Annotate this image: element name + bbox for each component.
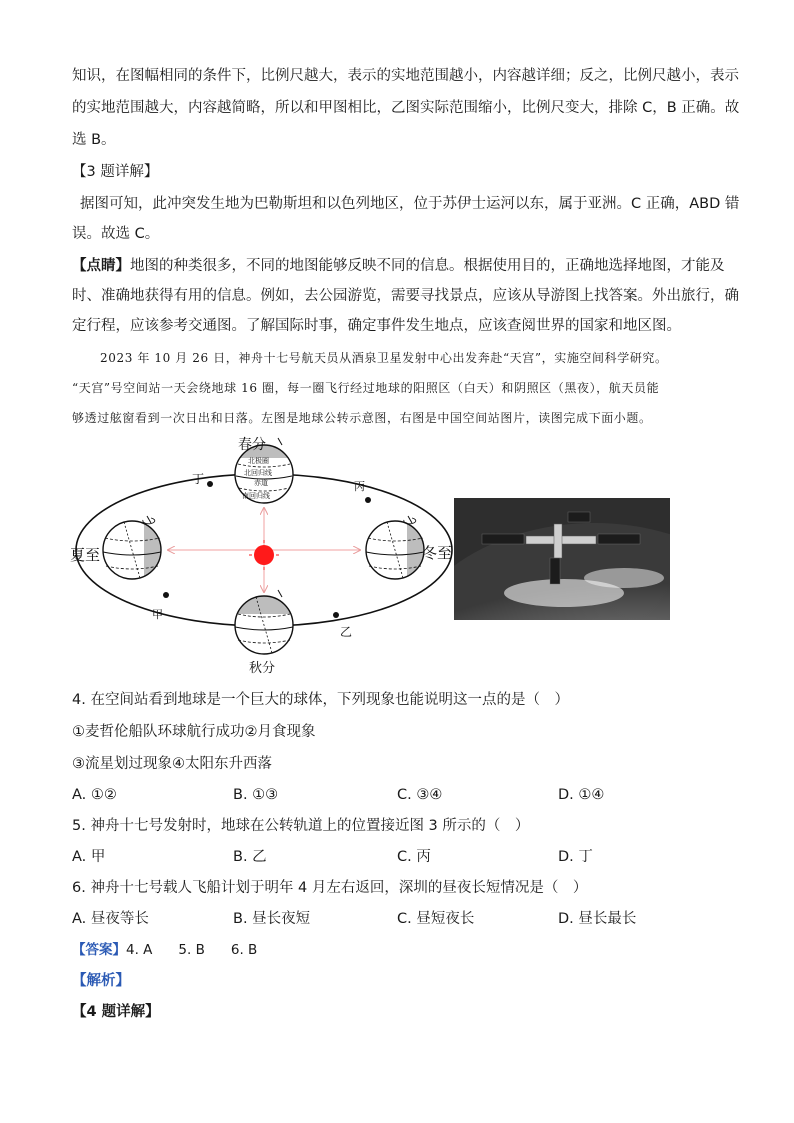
paragraph-line: 选 B。 — [72, 132, 116, 148]
label-autumn: 秋分 — [249, 661, 276, 676]
globe-label: 南回归线 — [242, 492, 270, 500]
position-dot-yi — [333, 612, 339, 618]
paragraph-line: 定行程，应该参考交通图。了解国际时事，确定事件发生地点，应该查阅世界的国家和地区图。 — [72, 318, 681, 334]
tip-label: 【点睛】 — [72, 258, 130, 274]
position-dot-bing — [365, 497, 371, 503]
position-dot-jia — [163, 592, 169, 598]
option-a: A. ①② — [72, 787, 117, 803]
option-b: B. 乙 — [233, 849, 267, 865]
option-b: B. ①③ — [233, 787, 279, 803]
answer-5: 5. B — [178, 942, 205, 958]
analysis-label: 【解析】 — [72, 973, 130, 989]
option-d: D. 昼长最长 — [558, 911, 637, 927]
paragraph-line: 据图可知，此冲突发生地为巴勒斯坦和以色列地区，位于苏伊士运河以东，属于亚洲。C 正确，ABD 错 — [80, 196, 740, 212]
option-d: D. ①④ — [558, 787, 605, 803]
space-station-photo — [454, 498, 670, 620]
tip-paragraph — [72, 256, 725, 276]
position-dot-ding — [207, 481, 213, 487]
paragraph-line: 误。故选 C。 — [72, 226, 160, 242]
label-bing: 丙 — [354, 480, 365, 493]
label-ding: 丁 — [192, 472, 205, 486]
section-heading: 【4 题详解】 — [72, 1004, 160, 1020]
answer-6: 6. B — [230, 942, 258, 958]
option-a: A. 甲 — [72, 849, 106, 865]
globe-label: 北极圈 — [248, 457, 269, 465]
option-c: C. 昼短夜长 — [397, 911, 475, 927]
intro-line: “天宫”号空间站一天会绕地球 16 圈，每一圈飞行经过地球的阳照区（白天）和阴照区（黑夜），航天员能 — [72, 381, 660, 395]
question-4-sub: ③流星划过现象④太阳东升西落 — [72, 756, 272, 772]
intro-line: 够透过舷窗看到一次日出和日落。左图是地球公转示意图，右图是中国空间站图片，读图完成下面小题。 — [72, 411, 652, 425]
paragraph-line: 的实地范围越大，内容越简略，所以和甲图相比，乙图实际范围缩小，比例尺变大，排除 C，B 正确。故 — [72, 100, 740, 116]
revolution-svg — [68, 432, 468, 676]
label-yi: 乙 — [340, 625, 353, 639]
globe-label: 北回归线 — [244, 469, 272, 477]
intro-line: 2023 年 10 月 26 日，神舟十七号航天员从酒泉卫星发射中心出发奔赴“天宫”，实施空间科学研究。 — [100, 351, 668, 365]
paragraph-line: 时、准确地获得有用的信息。例如，去公园游览，需要寻找景点，应该从导游图上找答案。外出旅行，确 — [72, 288, 739, 304]
option-b: B. 昼长夜短 — [233, 911, 311, 927]
label-spring: 春分 — [238, 437, 266, 453]
earth-revolution-diagram — [68, 432, 468, 676]
question-5-stem: 5. 神舟十七号发射时，地球在公转轨道上的位置接近图 3 所示的（ ） — [72, 818, 530, 834]
label-winter: 冬至 — [422, 544, 453, 562]
section-heading: 【3 题详解】 — [72, 164, 159, 180]
globe-label: 赤道 — [254, 479, 268, 487]
option-c: C. 丙 — [397, 849, 431, 865]
option-c: C. ③④ — [397, 787, 443, 803]
paragraph-line: 知识，在图幅相同的条件下，比例尺越大，表示的实地范围越小，内容越详细；反之，比例尺越小，表示 — [72, 68, 739, 84]
question-6-stem: 6. 神舟十七号载人飞船计划于明年 4 月左右返回，深圳的昼夜长短情况是（ ） — [72, 880, 588, 896]
option-a: A. 昼夜等长 — [72, 911, 149, 927]
answer-label: 【答案】 — [72, 942, 126, 958]
label-summer: 夏至 — [70, 546, 101, 564]
option-d: D. 丁 — [558, 849, 593, 865]
globe-summer — [98, 516, 174, 587]
question-4-sub: ①麦哲伦船队环球航行成功②月食现象 — [72, 724, 316, 740]
paragraph-text: 地图的种类很多，不同的地图能够反映不同的信息。根据使用目的，正确地选择地图，才能及 — [130, 258, 725, 274]
label-jia: 甲 — [152, 608, 163, 621]
answer-4: 4. A — [126, 942, 153, 958]
question-4-stem: 4. 在空间站看到地球是一个巨大的球体，下列现象也能说明这一点的是（ ） — [72, 692, 569, 708]
answer-row — [72, 940, 257, 960]
globe-autumn — [228, 590, 298, 662]
